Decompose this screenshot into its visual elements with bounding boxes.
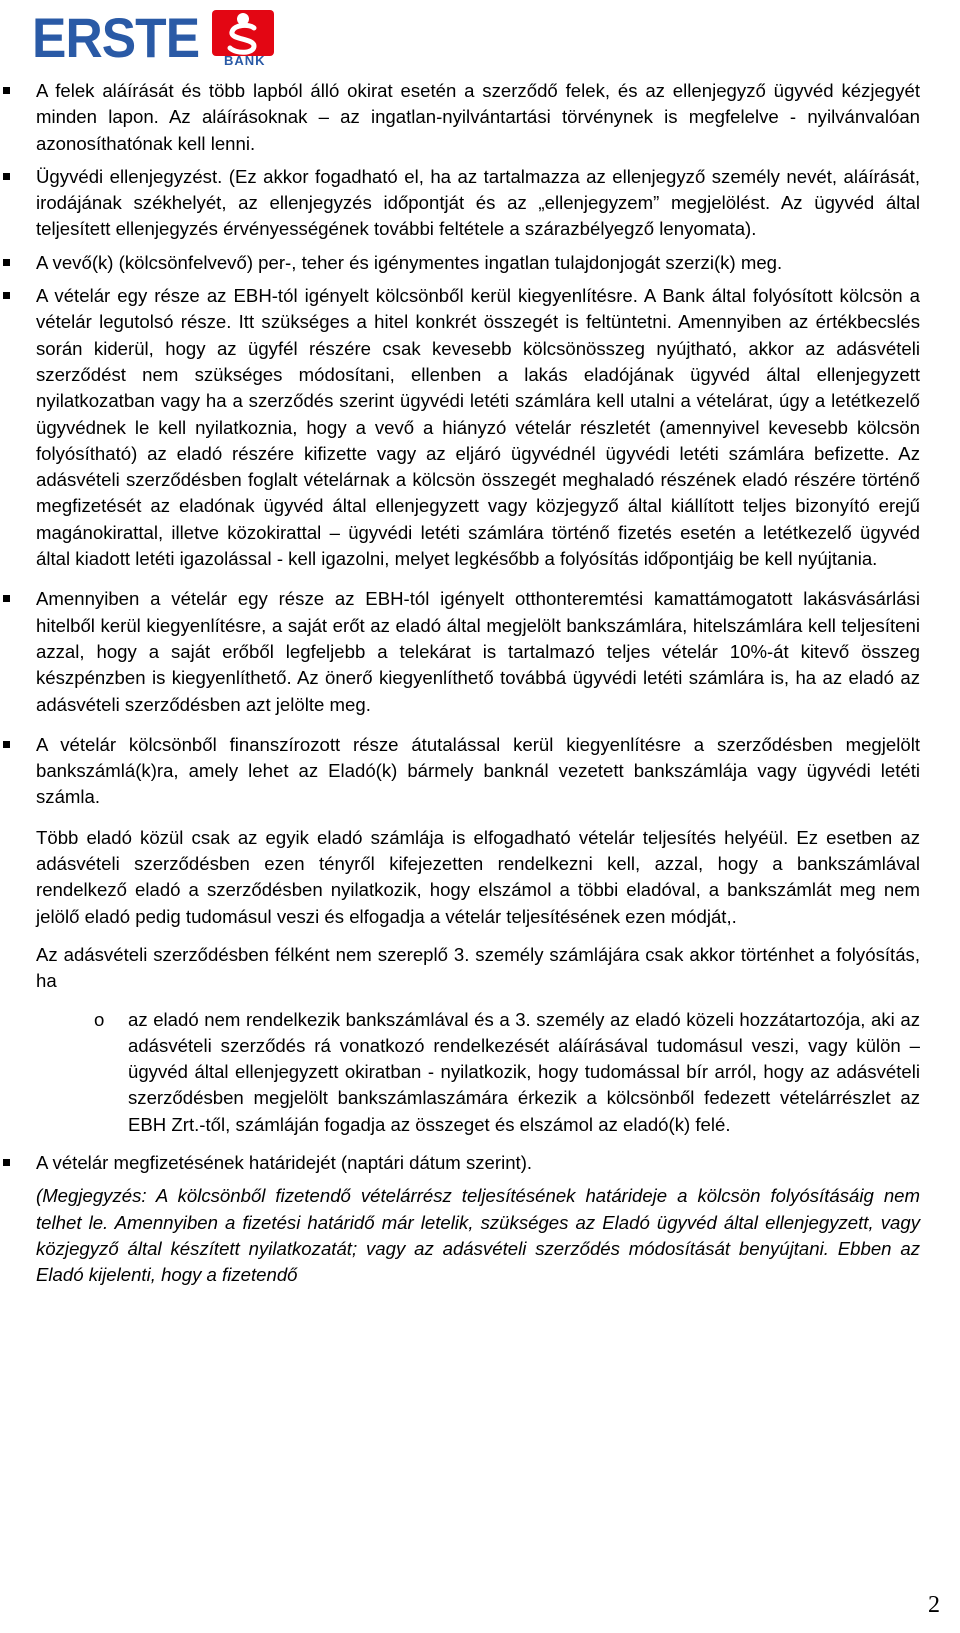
list-item: [0, 586, 960, 717]
square-bullet-icon: [3, 595, 10, 602]
list-item-text: Ügyvédi ellenjegyzést. (Ez akkor fogadható el, ha az tartalmazza az ellenjegyző személy nevét, aláírását, irodájának székhelyét, az ellenjegyzés időpontját és az „ellenjegyzem” megjelölést. Az ügyvéd által teljesített ellenjegyzés érvényességének további feltétele a szárazbélyegző lenyomata).: [36, 165, 920, 240]
list-item-text: A vételár egy része az EBH-tól igényelt kölcsönből kerül kiegyenlítésre. A Bank által folyósított kölcsön a vételár legutolsó része. Itt szükséges a hitel konkrét összegét is feltüntetni. Amennyiben az értékbecslés során kiderül, hogy az ügyfél részére csak kevesebb kölcsönösszeg nyújtható, akkor az adásvételi szerződést nem szükséges módosítani, ellenben a lakás eladójának ügyvéd által ellenjegyzett nyilatkozatban vagy ha a szerződés szerint ügyvédi letéti számlára kell utalni a vételárat, úgy a letétkezelő ügyvédnek le kell nyilatkoznia, hogy a vevő a hiányzó vételár részletét (amennyivel kevesebb kölcsön folyósítható) az eladó részére kifizette vagy az eljáró ügyvédnél ügyvédi letéti számlára befizette. Az adásvételi szerződésben foglalt vételárnak a kölcsön összegét meghaladó részének eladó részére történő megfizetését az eladónak ügyvéd által ellenjegyzett vagy közjegyző által kiállított teljes bizonyító erejű magánokirattal, illetve közokirattal – ügyvédi letéti számlára történő fizetés esetén a letétkezelő ügyvéd által kiadott letéti igazolással - kell igazolni, melyet legkésőbb a folyósítás időpontjáig be kell nyújtania.: [36, 285, 920, 570]
logo-wordmark: ERSTE: [32, 6, 200, 69]
list-item: [0, 1150, 960, 1176]
list-item: [0, 732, 960, 811]
square-bullet-icon: [3, 741, 10, 748]
sub-list-item: [0, 1007, 960, 1138]
list-item: [0, 164, 960, 243]
list-item: [0, 250, 960, 276]
square-bullet-icon: [3, 292, 10, 299]
logo-bank-text: BANK: [224, 53, 266, 68]
list-item-text: A vevő(k) (kölcsönfelvevő) per-, teher és igénymentes ingatlan tulajdonjogát szerzi(k) meg.: [36, 251, 783, 273]
square-bullet-icon: [3, 173, 10, 180]
list-item: [0, 283, 960, 572]
erste-bank-logo: [32, 4, 266, 69]
sub-list-item-text: az eladó nem rendelkezik bankszámlával és a 3. személy az eladó közeli hozzátartozója, aki az adásvételi szerződés rá vonatkozó rendelkezését aláírásával tudomásul veszi, vagy külön – ügyvéd által ellenjegyzett okiratban - nyilatkozik, hogy tudomással bír arról, hogy az adásvételi szerződésben megjelölt bankszámlaszámára érkezik a kölcsönből fedezett vételárrészlet az EBH Zrt.-től, számláján fogadja az összeget és elszámol az eladó(k) felé.: [128, 1008, 920, 1135]
page-number: 2: [928, 1592, 940, 1618]
square-bullet-icon: [3, 1159, 10, 1166]
list-item-text: A vételár kölcsönből finanszírozott része átutalással kerül kiegyenlítésre a szerződésben megjelölt bankszámlá(k)ra, amely lehet az Eladó(k) bármely banknál vezetett bankszámlája vagy ügyvédi letéti számla.: [36, 733, 920, 808]
square-bullet-icon: [3, 259, 10, 266]
list-item-text: A felek aláírását és több lapból álló okirat esetén a szerződő felek, és az ellenjegyző ügyvéd kézjegyét minden lapon. Az aláírásoknak – az ingatlan-nyilvántartási törvénynek is megfelelve - nyilvánvalóan azonosíthatónak kell lenni.: [36, 80, 920, 154]
paragraph-multiple-sellers: Több eladó közül csak az egyik eladó számlája is elfogadható vételár teljesítés helyéül. Ez esetben az adásvételi szerződésben ezen tényről kifejezetten rendelkezni kell, azzal, hogy a bankszámlával rendelkező eladó a szerződésben nyilatkozik, hogy elszámol a többi eladóval, a bankszámlát meg nem jelölő eladó pedig tudomásul veszi és elfogadja a vételár teljesítésének ezen módját,.: [36, 826, 920, 927]
list-item: [0, 78, 960, 157]
paragraph-third-party: Az adásvételi szerződésben félként nem szereplő 3. személy számlájára csak akkor történhet a folyósítás, ha: [36, 943, 920, 992]
list-item-text: A vételár megfizetésének határidejét (naptári dátum szerint).: [36, 1151, 533, 1173]
square-bullet-icon: [3, 87, 10, 94]
circle-bullet: o: [94, 1008, 105, 1030]
note-paragraph: (Megjegyzés: A kölcsönből fizetendő vételárrész teljesítésének határideje a kölcsön folyósításáig nem telhet le. Amennyiben a fizetési határidő már letelik, szükséges az Eladó ügyvéd által ellenjegyzett, vagy közjegyző által készített nyilatkozatát; vagy az adásvételi szerződés módosítását benyújtani. Ebben az Eladó kijelenti, hogy a fizetendő: [36, 1185, 920, 1286]
list-item-text: Amennyiben a vételár egy része az EBH-tól igényelt otthonteremtési kamattámogatott lakásvásárlási hitelből kerül kiegyenlítésre, a saját erőt az eladó által megjelölt bankszámlára, hitelszámlára kell teljesíteni azzal, hogy a saját erőből legfeljebb a telekárat is tartalmazó teljes vételár 10%-át kitevő összeg készpénzben is kiegyenlíthető. Az önerő kiegyenlíthető továbbá ügyvédi letéti számlára is, ha az eladó az adásvételi szerződésben azt jelölte meg.: [36, 588, 920, 715]
document-body: [0, 78, 960, 1300]
